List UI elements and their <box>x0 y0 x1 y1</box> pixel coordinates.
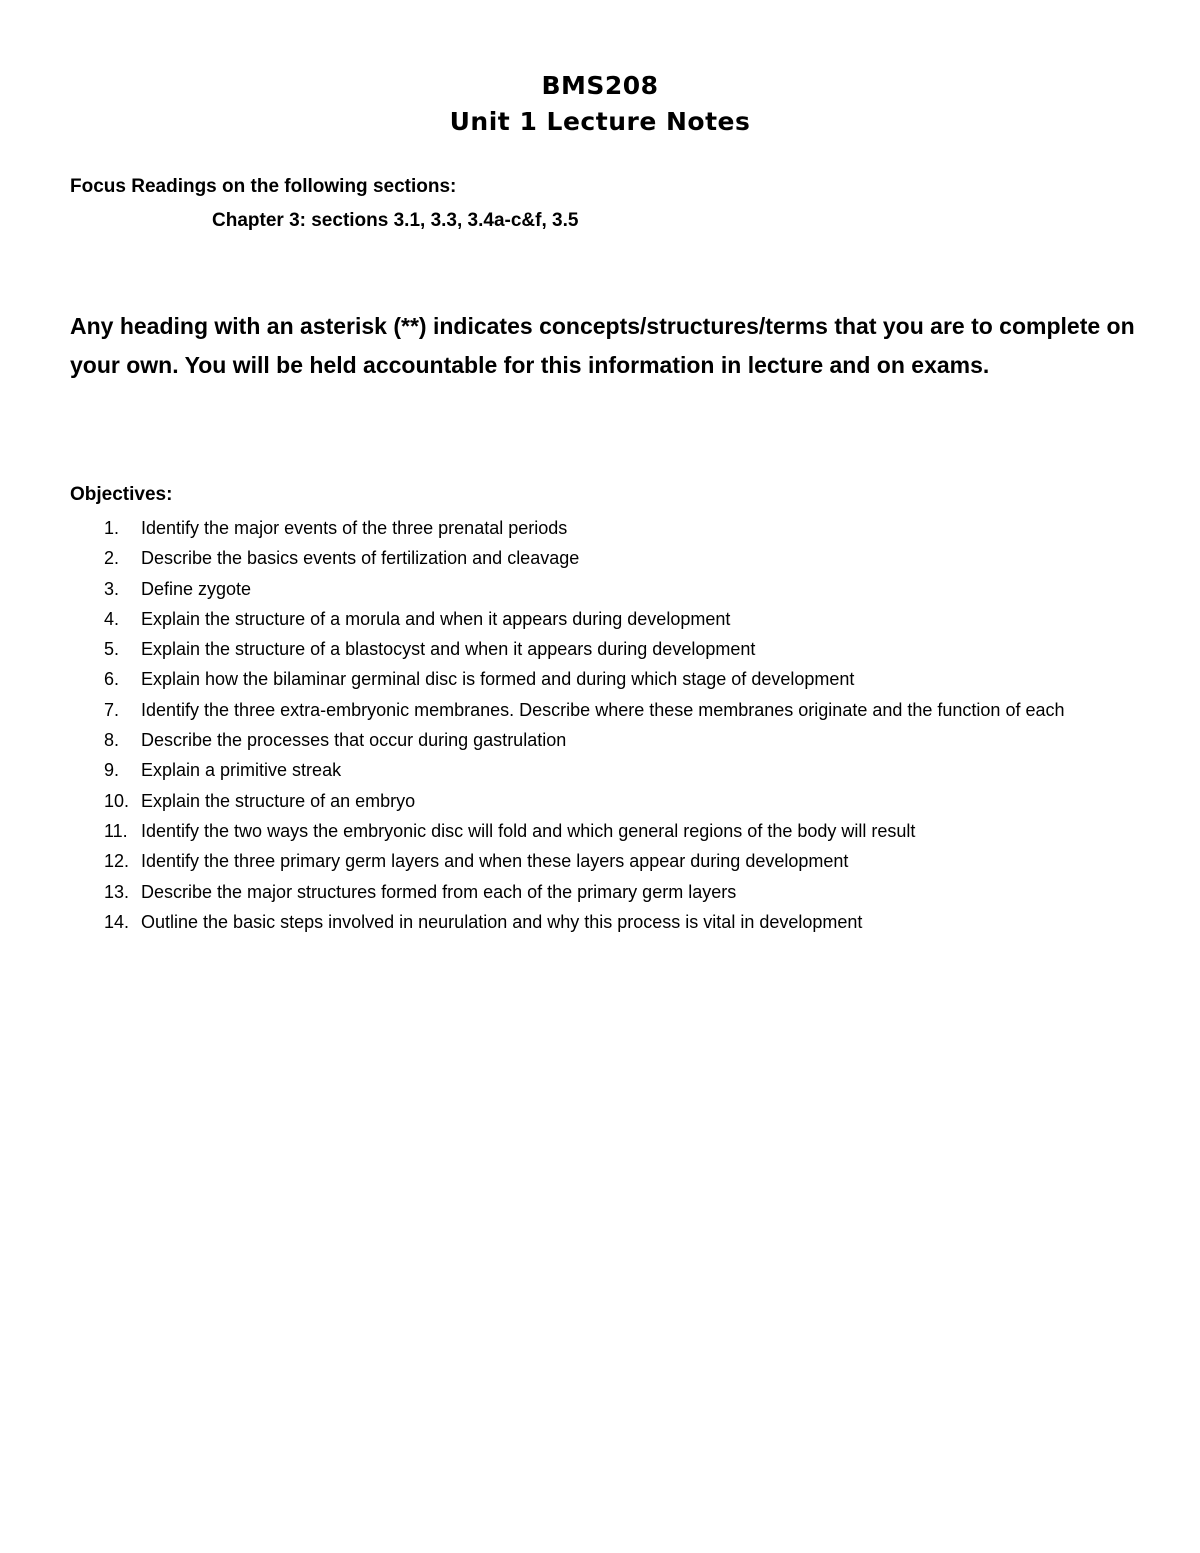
objective-number: 10. <box>104 790 130 811</box>
objective-text: Explain a primitive streak <box>141 760 342 781</box>
objective-text: Describe the basics events of fertilization and cleavage <box>141 548 580 569</box>
objective-number: 7. <box>104 699 120 720</box>
objective-item <box>70 513 1140 543</box>
objective-text: Identify the three primary germ layers and when these layers appear during development <box>141 851 849 872</box>
objective-item <box>70 604 1140 634</box>
focus-readings-chapter: Chapter 3: sections 3.1, 3.3, 3.4a-c&f, 3.5 <box>212 210 579 231</box>
page-title: Unit 1 Lecture Notes <box>449 107 751 136</box>
objective-number: 13. <box>104 881 130 902</box>
course-code: BMS208 <box>541 71 659 100</box>
objectives-list <box>70 513 1140 937</box>
objective-number: 4. <box>104 608 120 629</box>
objective-item <box>70 664 1140 694</box>
objective-text: Explain how the bilaminar germinal disc is formed and during which stage of development <box>141 669 855 690</box>
objective-number: 9. <box>104 760 120 781</box>
objective-item <box>70 907 1140 937</box>
objective-item <box>70 543 1140 573</box>
objectives-label: Objectives: <box>70 484 173 505</box>
objective-number: 1. <box>104 518 120 538</box>
objective-number: 12. <box>104 851 130 872</box>
objective-item <box>70 786 1140 816</box>
objective-item <box>70 634 1140 664</box>
objective-item <box>70 574 1140 604</box>
asterisk-notice: Any heading with an asterisk (**) indicates concepts/structures/terms that you are to complete on your own. You will be held accountable for this information in lecture and on exams. <box>70 313 1135 378</box>
objective-number: 3. <box>104 578 120 599</box>
objective-text: Describe the major structures formed from each of the primary germ layers <box>141 881 737 902</box>
objective-text: Identify the major events of the three prenatal periods <box>141 518 568 538</box>
objective-text: Identify the two ways the embryonic disc will fold and which general regions of the body will result <box>141 820 916 841</box>
objective-item <box>70 695 1140 725</box>
objective-text: Explain the structure of an embryo <box>141 790 416 811</box>
objective-text: Explain the structure of a blastocyst and when it appears during development <box>141 639 756 660</box>
objective-number: 8. <box>104 730 120 751</box>
objective-number: 14. <box>104 911 130 932</box>
objective-number: 6. <box>104 669 120 690</box>
objective-text: Outline the basic steps involved in neurulation and why this process is vital in development <box>141 911 863 932</box>
focus-readings-label: Focus Readings on the following sections: <box>70 176 457 197</box>
objective-text: Explain the structure of a morula and when it appears during development <box>141 608 731 629</box>
objective-item <box>70 846 1140 876</box>
title-block <box>0 68 1200 140</box>
objective-number: 11. <box>104 820 128 841</box>
objective-text: Define zygote <box>141 578 252 599</box>
objective-text: Identify the three extra-embryonic membranes. Describe where these membranes originate and the function of each <box>141 699 1065 720</box>
objective-text: Describe the processes that occur during gastrulation <box>141 730 567 751</box>
objective-number: 2. <box>104 548 120 569</box>
objective-item <box>70 755 1140 785</box>
objective-item <box>70 725 1140 755</box>
objective-item <box>70 816 1140 846</box>
objective-item <box>70 877 1140 907</box>
objective-number: 5. <box>104 639 120 660</box>
